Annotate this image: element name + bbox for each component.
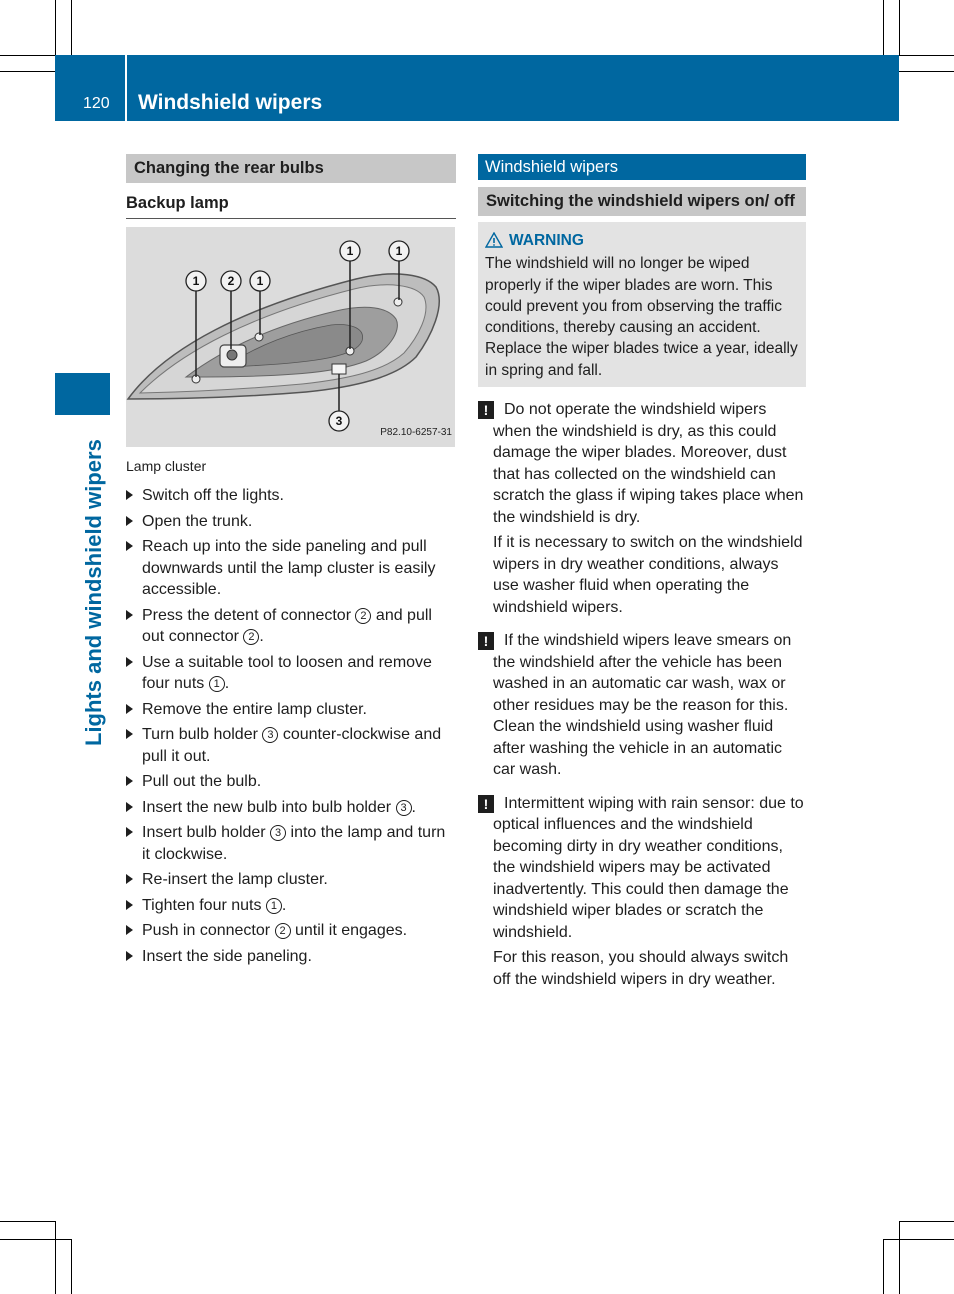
step-text: Tighten four nuts (142, 896, 266, 914)
step-item (126, 822, 456, 865)
notice-text: Do not operate the windshield wipers when the windshield is dry, as this could damage the wiper blades. Moreover, dust that has collected on the windshield can scratch the glass if wiping takes place when the windshield is dry. (493, 401, 804, 526)
callout-label: 3 (335, 413, 343, 428)
step-arrow-icon (126, 657, 133, 667)
step-text: . (281, 896, 287, 914)
page-title: Windshield wipers (138, 91, 323, 114)
warning-triangle-icon (485, 232, 503, 248)
step-item (126, 699, 456, 721)
crop-mark (883, 0, 884, 55)
callout-reference: 1 (266, 898, 282, 914)
step-text: Switch off the lights. (142, 487, 284, 504)
crop-mark (883, 1239, 884, 1294)
subsection-heading: Switching the windshield wipers on/ off (478, 187, 806, 216)
right-column (478, 154, 806, 990)
step-item (126, 485, 456, 507)
step-text: Push in connector (142, 922, 275, 939)
callout-label: 1 (256, 273, 264, 288)
crop-mark (0, 1239, 71, 1240)
step-text: counter-clockwise and pull it out. (142, 726, 442, 765)
step-item (126, 797, 456, 819)
callout-label: 1 (192, 273, 200, 288)
crop-mark (71, 0, 72, 55)
step-text: Reach up into the side paneling and pull downwards until the lamp cluster is easily accessible. (142, 538, 436, 598)
step-text: into the lamp and turn it clockwise. (142, 824, 446, 863)
step-item (126, 946, 456, 968)
step-arrow-icon (126, 874, 133, 884)
callout-reference: 1 (209, 676, 225, 692)
crop-mark (0, 1221, 55, 1222)
step-text: . (259, 628, 264, 645)
callout-reference: 3 (396, 800, 412, 816)
step-text: Turn bulb holder (142, 726, 263, 743)
step-arrow-icon (126, 827, 133, 837)
crop-mark (55, 0, 56, 55)
callout-reference: 2 (355, 608, 371, 624)
step-item (126, 869, 456, 891)
step-arrow-icon (126, 541, 133, 551)
image-code: P82.10-6257-31 (380, 427, 452, 438)
notice-text: If it is necessary to switch on the windshield wipers in dry weather conditions, always use washer fluid when operating the windshield wipers. (493, 534, 803, 616)
callout-reference: 3 (270, 825, 286, 841)
notice (478, 793, 806, 991)
step-arrow-icon (126, 704, 133, 714)
exclamation-icon: ! (478, 795, 494, 813)
step-text: until it engages. (290, 922, 408, 939)
step-item (126, 920, 456, 942)
step-text: and pull out connector (142, 606, 432, 645)
step-text: Insert the new bulb into bulb holder (142, 798, 396, 816)
crop-mark (0, 55, 55, 56)
crop-mark (0, 71, 55, 72)
notice-text: Intermittent wiping with rain sensor: due to optical influences and the windshield becoming dirty in dry weather conditions, the windshield wipers may be activated inadvertently. This could then damage the windshield wiper blades or scratch the windshield. (493, 794, 804, 941)
step-item (126, 605, 456, 648)
step-item (126, 511, 456, 533)
warning-text: The windshield will no longer be wiped properly if the wiper blades are worn. This could prevent you from observing the traffic conditions, thereby causing an accident. Replace the wiper blades twice a year, ideally in spring and fall. (485, 255, 798, 379)
step-text: Insert the side paneling. (142, 947, 312, 965)
exclamation-icon: ! (478, 401, 494, 419)
section-heading: Windshield wipers (478, 154, 806, 180)
step-list (126, 485, 456, 967)
exclamation-icon: ! (478, 632, 494, 650)
notice-list (478, 399, 806, 990)
step-arrow-icon (126, 610, 133, 620)
step-text: Re-insert the lamp cluster. (142, 871, 328, 888)
section-heading: Changing the rear bulbs (126, 154, 456, 183)
step-item (126, 724, 456, 767)
step-item (126, 771, 456, 793)
step-arrow-icon (126, 776, 133, 786)
notice-text: If the windshield wipers leave smears on the windshield after the vehicle has been washed in an automatic car wash, wax or other residues may be the reason for this. Clean the windshield using washer fluid after washing the vehicle in an automatic car wash. (493, 632, 792, 779)
callout-label: 1 (346, 243, 354, 258)
crop-mark (899, 1221, 954, 1222)
step-text: Press the detent of connector (142, 606, 356, 624)
step-item (126, 652, 456, 695)
page-number: 120 (83, 95, 110, 112)
notice (478, 399, 806, 618)
step-text: . (224, 675, 230, 692)
callout-reference: 3 (262, 727, 278, 743)
crop-mark (55, 1221, 56, 1294)
warning-box (478, 222, 806, 387)
crop-mark (899, 0, 900, 55)
step-arrow-icon (126, 729, 133, 739)
crop-mark (899, 71, 954, 72)
notice (478, 630, 806, 781)
chapter-tab (55, 373, 110, 415)
crop-mark (899, 1221, 900, 1294)
callout-reference: 2 (275, 923, 291, 939)
lamp-cluster-illustration (126, 227, 455, 447)
step-arrow-icon (126, 900, 133, 910)
notice-text: For this reason, you should always switch off the windshield wipers in dry weather. (493, 949, 789, 988)
step-text: Insert bulb holder (142, 824, 271, 841)
callout-label: 1 (395, 243, 403, 258)
step-text: Use a suitable tool to loosen and remove four nuts (142, 653, 432, 692)
callout-reference: 2 (243, 629, 259, 645)
step-text: . (411, 798, 416, 816)
header-divider (125, 55, 127, 121)
step-text: Remove the entire lamp cluster. (142, 700, 367, 718)
crop-mark (899, 55, 954, 56)
subsection-heading: Backup lamp (126, 193, 456, 219)
step-item (126, 895, 456, 917)
warning-heading: WARNING (509, 232, 584, 249)
step-arrow-icon (126, 516, 133, 526)
step-arrow-icon (126, 951, 133, 961)
callout-label: 2 (227, 273, 235, 288)
step-text: Open the trunk. (142, 512, 253, 530)
chapter-title: Lights and windshield wipers (81, 439, 106, 746)
lamp-cluster-figure (126, 227, 455, 447)
crop-mark (883, 1239, 954, 1240)
step-arrow-icon (126, 802, 133, 812)
left-column (126, 154, 456, 971)
step-arrow-icon (126, 925, 133, 935)
figure-caption: Lamp cluster (126, 457, 207, 474)
step-text: Pull out the bulb. (142, 773, 262, 790)
step-arrow-icon (126, 490, 133, 500)
step-item (126, 536, 456, 601)
crop-mark (71, 1239, 72, 1294)
page-header (55, 55, 899, 121)
